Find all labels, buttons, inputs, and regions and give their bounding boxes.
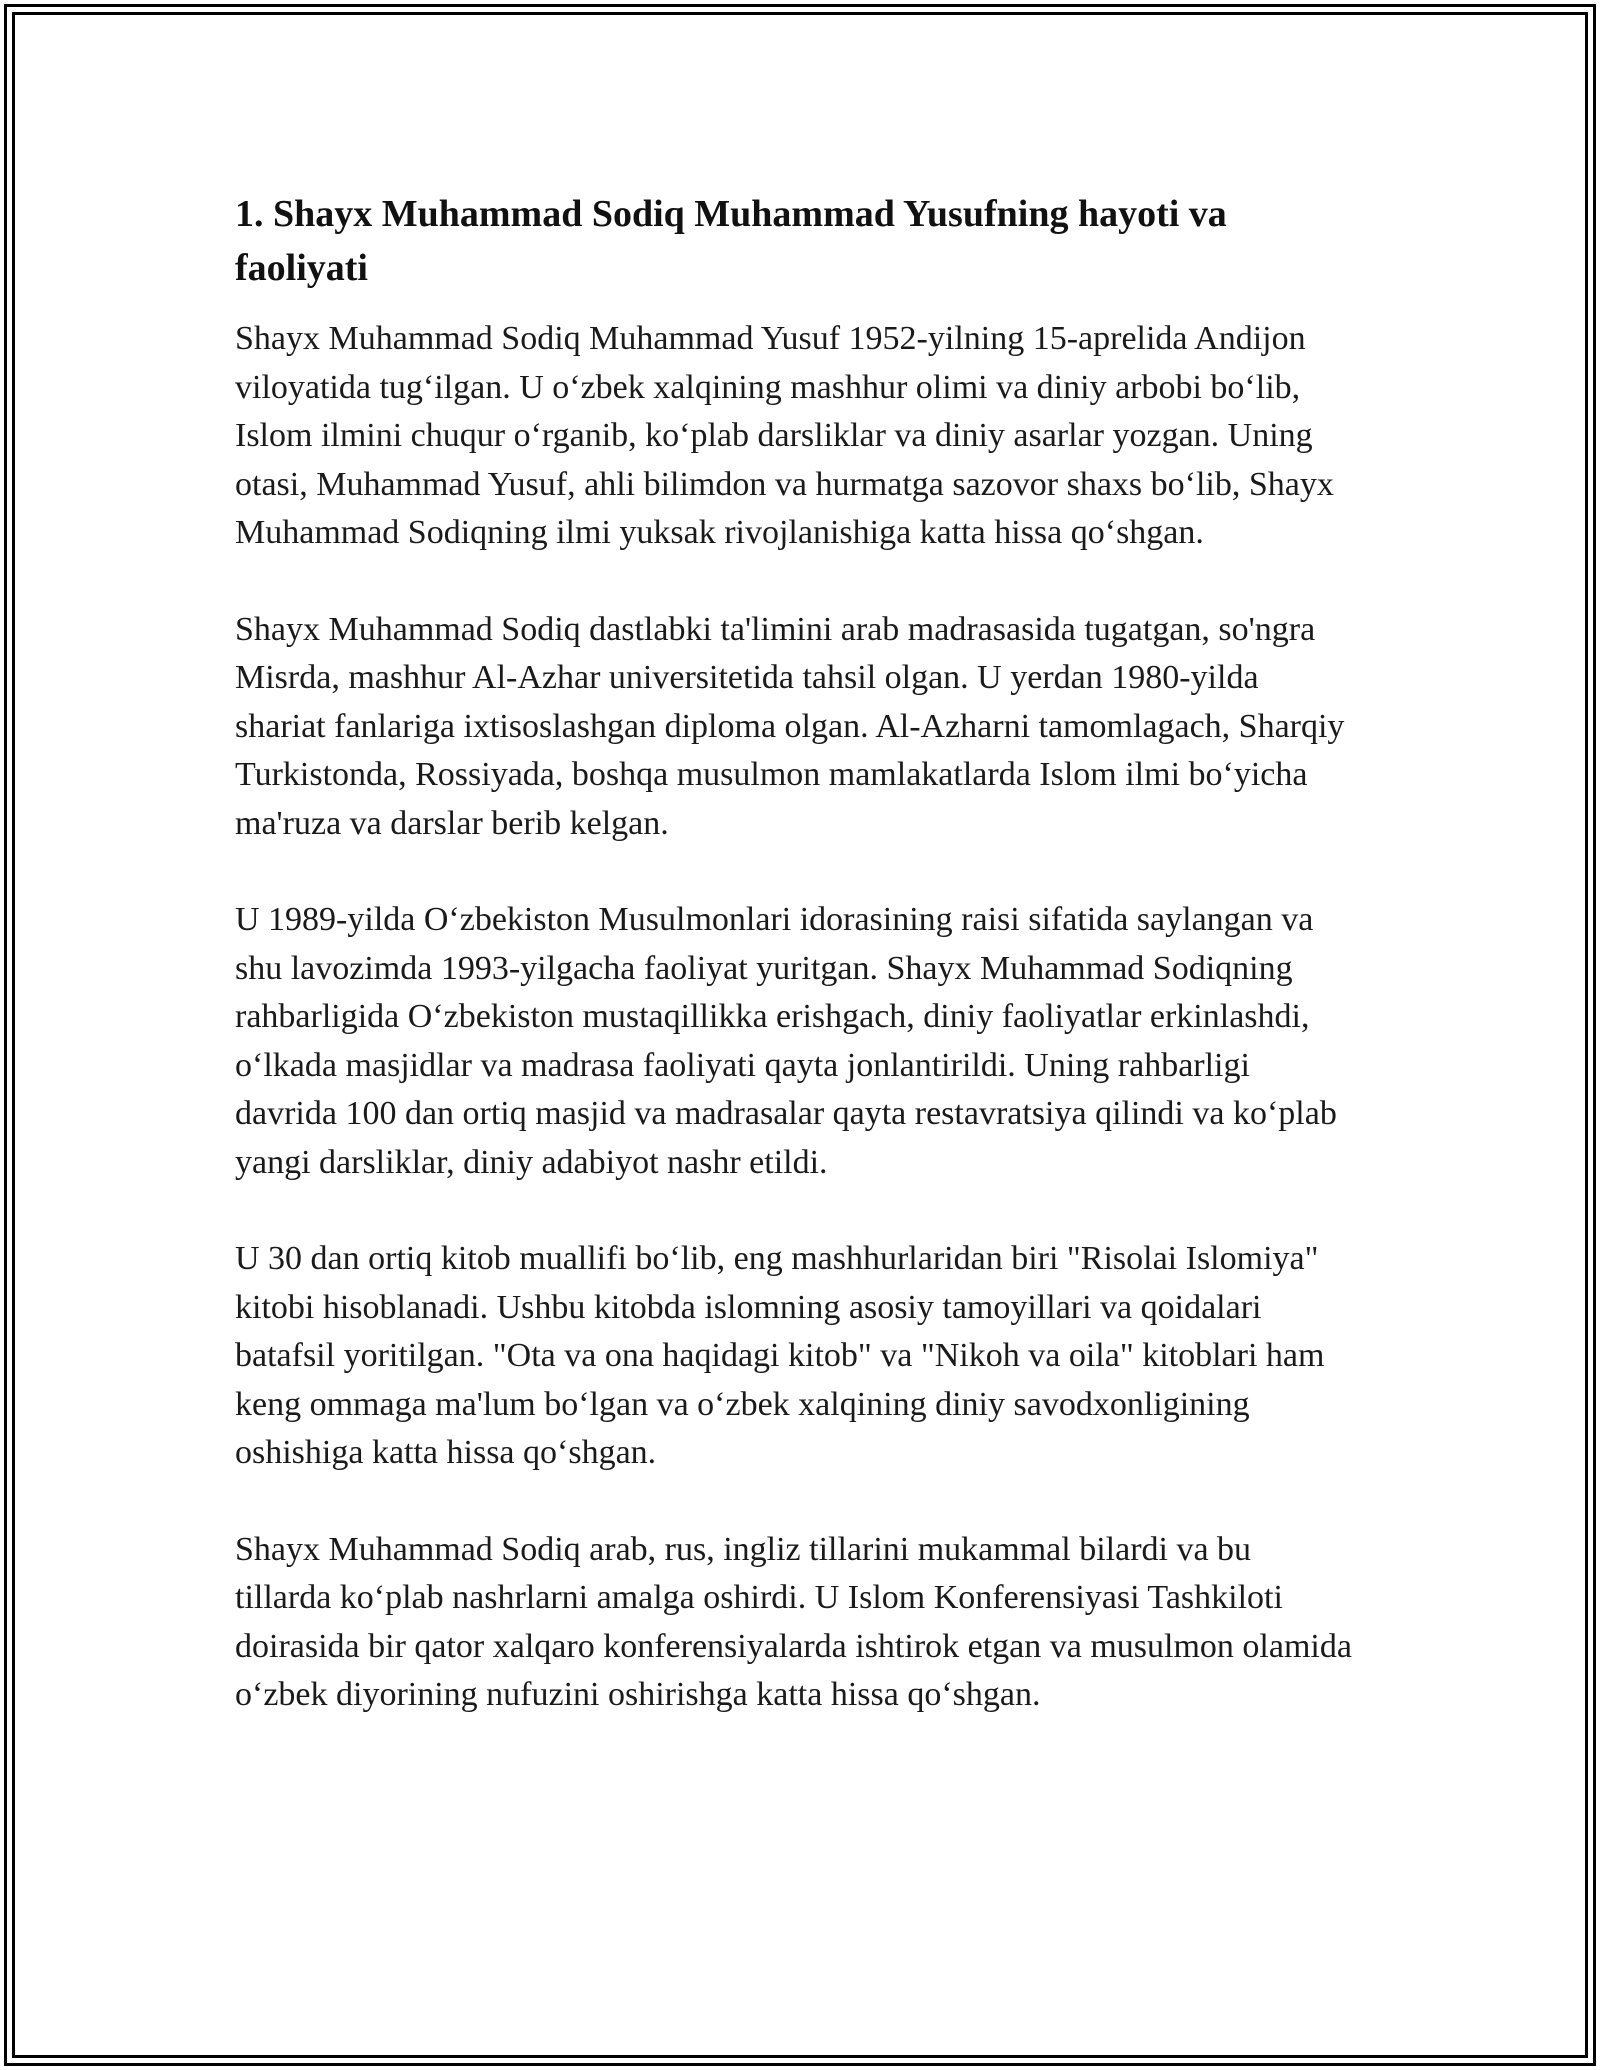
- paragraph-education: Shayx Muhammad Sodiq dastlabki ta'limini arab madrasasida tugatgan, so'ngra Misrda, mashhur Al-Azhar universitetida tahsil olgan. U yerdan 1980-yilda shariat fanlariga ixtisoslashgan diploma olgan. Al-Azharni tamomlagach, Sharqiy Turkistonda, Rossiyada, boshqa musulmon mamlakatlarda Islom ilmi bo‘yicha ma'ruza va darslar berib kelgan.: [235, 610, 1345, 842]
- document-body: [235, 187, 1355, 1768]
- paragraph-languages: Shayx Muhammad Sodiq arab, rus, ingliz tillarini mukammal bilardi va bu tillarda ko‘plab nashrlarni amalga oshirdi. U Islom Konferensiyasi Tashkiloti doirasida bir qator xalqaro konferensiyalarda ishtirok etgan va musulmon olamida o‘zbek diyorining nufuzini oshirishga katta hissa qo‘shgan.: [235, 1530, 1352, 1713]
- paragraph-books: U 30 dan ortiq kitob muallifi bo‘lib, eng mashhurlaridan biri "Risolai Islomiya" kitobi hisoblanadi. Ushbu kitobda islomning asosiy tamoyillari va qoidalari batafsil yoritilgan. "Ota va ona haqidagi kitob" va "Nikoh va oila" kitoblari ham keng ommaga ma'lum bo‘lgan va o‘zbek xalqining diniy savodxonligining oshishiga katta hissa qo‘shgan.: [235, 1240, 1325, 1471]
- paragraph-leadership: U 1989-yilda O‘zbekiston Musulmonlari idorasining raisi sifatida saylangan va shu lavozimda 1993-yilgacha faoliyat yuritgan. Shayx Muhammad Sodiqning rahbarligida O‘zbekiston mustaqillikka erishgach, diniy faoliyatlar erkinlashdi, o‘lkada masjidlar va madrasa faoliyati qayta jonlantirildi. Uning rahbarligi davrida 100 dan ortiq masjid va madrasalar qayta restavratsiya qilindi va ko‘plab yangi darsliklar, diniy adabiyot nashr etildi.: [235, 901, 1337, 1181]
- paragraph-biography-birth: Shayx Muhammad Sodiq Muhammad Yusuf 1952-yilning 15-aprelida Andijon viloyatida tug‘ilgan. U o‘zbek xalqining mashhur olimi va diniy arbobi bo‘lib, Islom ilmini chuqur o‘rganib, ko‘plab darsliklar va diniy asarlar yozgan. Uning otasi, Muhammad Yusuf, ahli bilimdon va hurmatga sazovor shaxs bo‘lib, Shayx Muhammad Sodiqning ilmi yuksak rivojlanishiga katta hissa qo‘shgan.: [235, 320, 1334, 551]
- section-heading: 1. Shayx Muhammad Sodiq Muhammad Yusufning hayoti va faoliyati: [235, 193, 1227, 289]
